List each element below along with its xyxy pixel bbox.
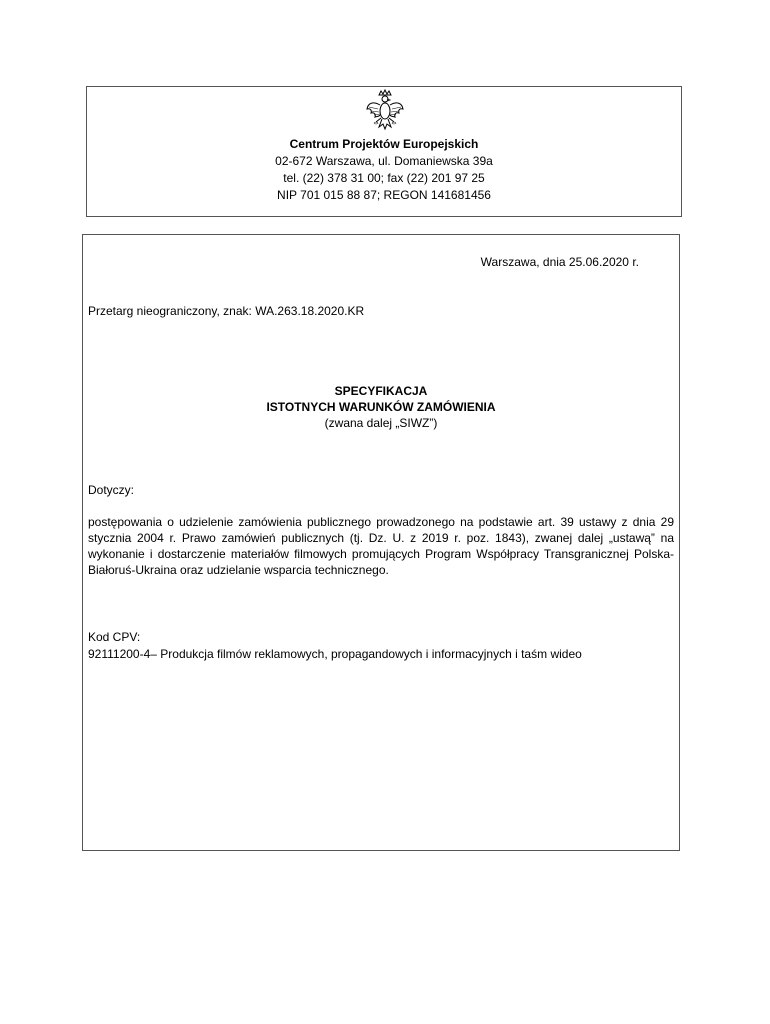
cpv-label: Kod CPV: (88, 630, 141, 644)
polish-eagle-emblem-icon (365, 89, 405, 135)
document-date: Warszawa, dnia 25.06.2020 r. (480, 255, 639, 269)
title-line-2: ISTOTNYCH WARUNKÓW ZAMÓWIENIA (266, 400, 496, 414)
concerns-paragraph: postępowania o udzielenie zamówienia publicznego prowadzonego na podstawie art. 39 ustawy z dnia 29 stycznia 2004 r. Prawo zamówień publicznych (tj. Dz. U. z 2019 r. poz. 1843), zwanej dalej „ustawą” na wykonanie i dostarczenie materiałów filmowych promujących Program Współpracy Transgranicznej Polska-Białoruś-Ukraina oraz udzielanie wsparcia technicznego. (88, 515, 674, 577)
organization-address: 02-672 Warszawa, ul. Domaniewska 39a (275, 154, 493, 168)
concerns-label: Dotyczy: (88, 483, 135, 497)
title-line-1: SPECYFIKACJA (334, 384, 428, 398)
cpv-value: 92111200-4– Produkcja filmów reklamowych, propagandowych i informacyjnych i taśm wideo (88, 647, 582, 661)
tender-reference: Przetarg nieograniczony, znak: WA.263.18.2020.KR (88, 304, 365, 318)
organization-name: Centrum Projektów Europejskich (289, 137, 479, 151)
document-title (83, 383, 679, 431)
organization-phone-fax: tel. (22) 378 31 00; fax (22) 201 97 25 (283, 171, 485, 185)
title-line-3: (zwana dalej „SIWZ”) (324, 416, 438, 430)
organization-tax-ids: NIP 701 015 88 87; REGON 141681456 (277, 188, 491, 202)
document-body (82, 234, 680, 851)
header-box (86, 86, 682, 217)
